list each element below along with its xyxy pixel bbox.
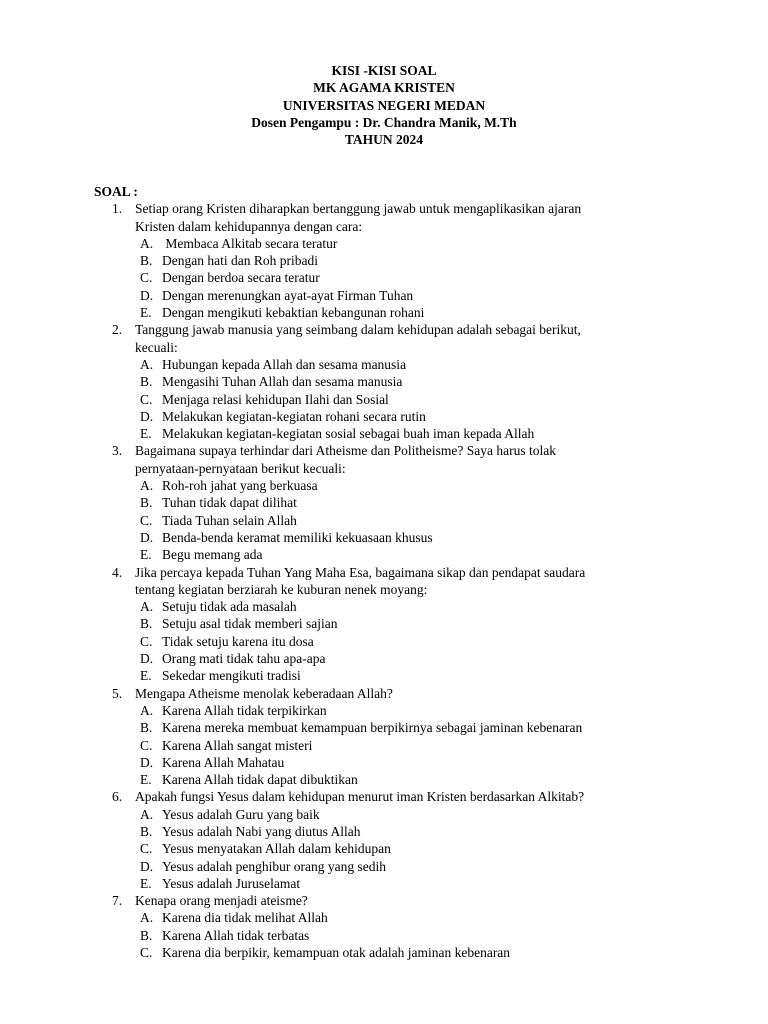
answer-options [135,909,694,961]
question-number: 7. [112,893,123,909]
option-text: Orang mati tidak tahu apa-apa [162,651,326,667]
question-text-line: Tanggung jawab manusia yang seimbang dalam kehidupan adalah sebagai berikut, [135,322,581,338]
question-list [94,183,694,961]
answer-option [135,875,694,892]
question-text-line: Apakah fungsi Yesus dalam kehidupan menurut iman Kristen berdasarkan Alkitab? [135,789,585,805]
option-letter: B. [140,374,153,390]
option-letter: A. [140,356,154,372]
answer-options [135,598,694,684]
lecturer-name: Dosen Pengampu : Dr. Chandra Manik, M.Th [251,114,517,130]
answer-option [135,287,694,304]
option-letter: C. [140,737,153,753]
question-item [94,788,694,892]
option-letter: C. [140,841,153,857]
option-text: Yesus adalah Nabi yang diutus Allah [162,823,361,839]
question-item [94,442,694,563]
option-text: Melakukan kegiatan-kegiatan rohani secara rutin [162,408,426,424]
answer-options [135,702,694,788]
option-letter: B. [140,495,153,511]
answer-option [135,529,694,546]
option-text: Yesus menyatakan Allah dalam kehidupan [162,841,391,857]
option-text: Karena mereka membuat kemampuan berpikirnya sebagai jaminan kebenaran [162,720,583,736]
answer-option [135,356,694,373]
question-number: 2. [112,322,123,338]
question-text-line: Jika percaya kepada Tuhan Yang Maha Esa, bagaimana sikap dan pendapat saudara [135,564,586,580]
answer-option [135,425,694,442]
question-item [94,200,694,321]
option-letter: A. [140,806,154,822]
option-text: Membaca Alkitab secara teratur [162,235,338,251]
year: TAHUN 2024 [344,132,424,148]
option-letter: A. [140,235,154,251]
option-text: Dengan merenungkan ayat-ayat Firman Tuhan [162,287,414,303]
option-letter: D. [140,651,154,667]
option-letter: A. [140,599,154,615]
answer-option [135,494,694,511]
answer-option [135,546,694,563]
question-number: 5. [112,685,123,701]
answer-option [135,650,694,667]
option-text: Karena Allah tidak terpikirkan [162,702,327,718]
question-text-line: Kenapa orang menjadi ateisme? [135,893,308,909]
option-text: Sekedar mengikuti tradisi [162,668,301,684]
answer-option [135,858,694,875]
answer-option [135,737,694,754]
question-text-line: pernyataan-pernyataan berikut kecuali: [135,460,346,476]
question-text-line: tentang kegiatan berziarah ke kuburan nenek moyang: [135,581,428,597]
option-letter: E. [140,875,152,891]
option-letter: A. [140,478,154,494]
answer-option [135,909,694,926]
question-text-line: kecuali: [135,339,178,355]
option-letter: D. [140,858,154,874]
option-letter: C. [140,391,153,407]
answer-option [135,702,694,719]
answer-option [135,304,694,321]
answer-option [135,944,694,961]
answer-options [135,356,694,442]
question-item [94,685,694,789]
option-text: Yesus adalah Juruselamat [162,875,301,891]
option-letter: B. [140,720,153,736]
option-text: Roh-roh jahat yang berkuasa [162,478,318,494]
answer-option [135,667,694,684]
option-letter: C. [140,633,153,649]
answer-options [135,806,694,892]
option-text: Setuju tidak ada masalah [162,599,297,615]
question-number: 4. [112,564,123,580]
option-letter: C. [140,512,153,528]
option-letter: A. [140,910,154,926]
option-text: Mengasihi Tuhan Allah dan sesama manusia [162,374,403,390]
option-text: Dengan berdoa secara teratur [162,270,320,286]
option-letter: B. [140,616,153,632]
answer-option [135,771,694,788]
option-text: Begu memang ada [162,547,263,563]
question-number: 6. [112,789,123,805]
option-text: Yesus adalah Guru yang baik [162,806,320,822]
option-letter: D. [140,287,154,303]
answer-option [135,477,694,494]
option-letter: D. [140,754,154,770]
option-letter: E. [140,772,152,788]
answer-option [135,806,694,823]
answer-option [135,252,694,269]
option-letter: C. [140,270,153,286]
option-text: Karena dia tidak melihat Allah [162,910,328,926]
question-text-line: Setiap orang Kristen diharapkan bertanggung jawab untuk mengaplikasikan ajaran [135,201,582,217]
question-number: 3. [112,443,123,459]
option-text: Tuhan tidak dapat dilihat [162,495,297,511]
question-item [94,321,694,442]
option-text: Karena Allah tidak dapat dibuktikan [162,772,358,788]
option-letter: E. [140,668,152,684]
option-text: Dengan mengikuti kebaktian kebangunan rohani [162,305,425,321]
question-text-line: Kristen dalam kehidupannya dengan cara: [135,218,363,234]
question-number: 1. [112,201,123,217]
answer-option [135,391,694,408]
answer-option [135,927,694,944]
answer-option [135,840,694,857]
course-name: MK AGAMA KRISTEN [313,80,455,96]
option-letter: B. [140,927,153,943]
answer-option [135,269,694,286]
option-text: Tidak setuju karena itu dosa [162,633,314,649]
answer-option [135,823,694,840]
answer-option [135,408,694,425]
soal-label: SOAL : [94,184,138,199]
answer-option [135,754,694,771]
answer-options [135,477,694,563]
question-item [94,564,694,685]
question-item [94,892,694,961]
university-name: UNIVERSITAS NEGERI MEDAN [282,97,486,113]
option-letter: E. [140,547,152,563]
answer-option [135,512,694,529]
questions-container [94,200,694,961]
question-text-line: Bagaimana supaya terhindar dari Atheisme dan Politheisme? Saya harus tolak [135,443,557,459]
option-letter: B. [140,253,153,269]
option-letter: A. [140,702,154,718]
option-letter: E. [140,426,152,442]
option-text: Tiada Tuhan selain Allah [162,512,297,528]
question-text-line: Mengapa Atheisme menolak keberadaan Allah? [135,685,393,701]
option-text: Benda-benda keramat memiliki kekuasaan khusus [162,529,433,545]
answer-option [135,373,694,390]
option-text: Karena Allah Mahatau [162,754,285,770]
option-letter: B. [140,823,153,839]
option-letter: E. [140,305,152,321]
option-text: Karena Allah sangat misteri [162,737,313,753]
option-text: Setuju asal tidak memberi sajian [162,616,338,632]
doc-title: KISI -KISI SOAL [331,63,437,78]
option-text: Yesus adalah penghibur orang yang sedih [162,858,386,874]
option-text: Dengan hati dan Roh pribadi [162,253,318,269]
option-text: Hubungan kepada Allah dan sesama manusia [162,356,407,372]
option-text: Menjaga relasi kehidupan Ilahi dan Sosial [162,391,389,407]
option-letter: C. [140,945,153,961]
answer-option [135,598,694,615]
answer-option [135,615,694,632]
answer-options [135,235,694,321]
document-header [0,62,768,148]
answer-option [135,633,694,650]
option-text: Karena dia berpikir, kemampuan otak adalah jaminan kebenaran [162,945,511,961]
option-text: Karena Allah tidak terbatas [162,927,310,943]
answer-option [135,235,694,252]
option-letter: D. [140,408,154,424]
answer-option [135,719,694,736]
option-letter: D. [140,529,154,545]
option-text: Melakukan kegiatan-kegiatan sosial sebagai buah iman kepada Allah [162,426,535,442]
